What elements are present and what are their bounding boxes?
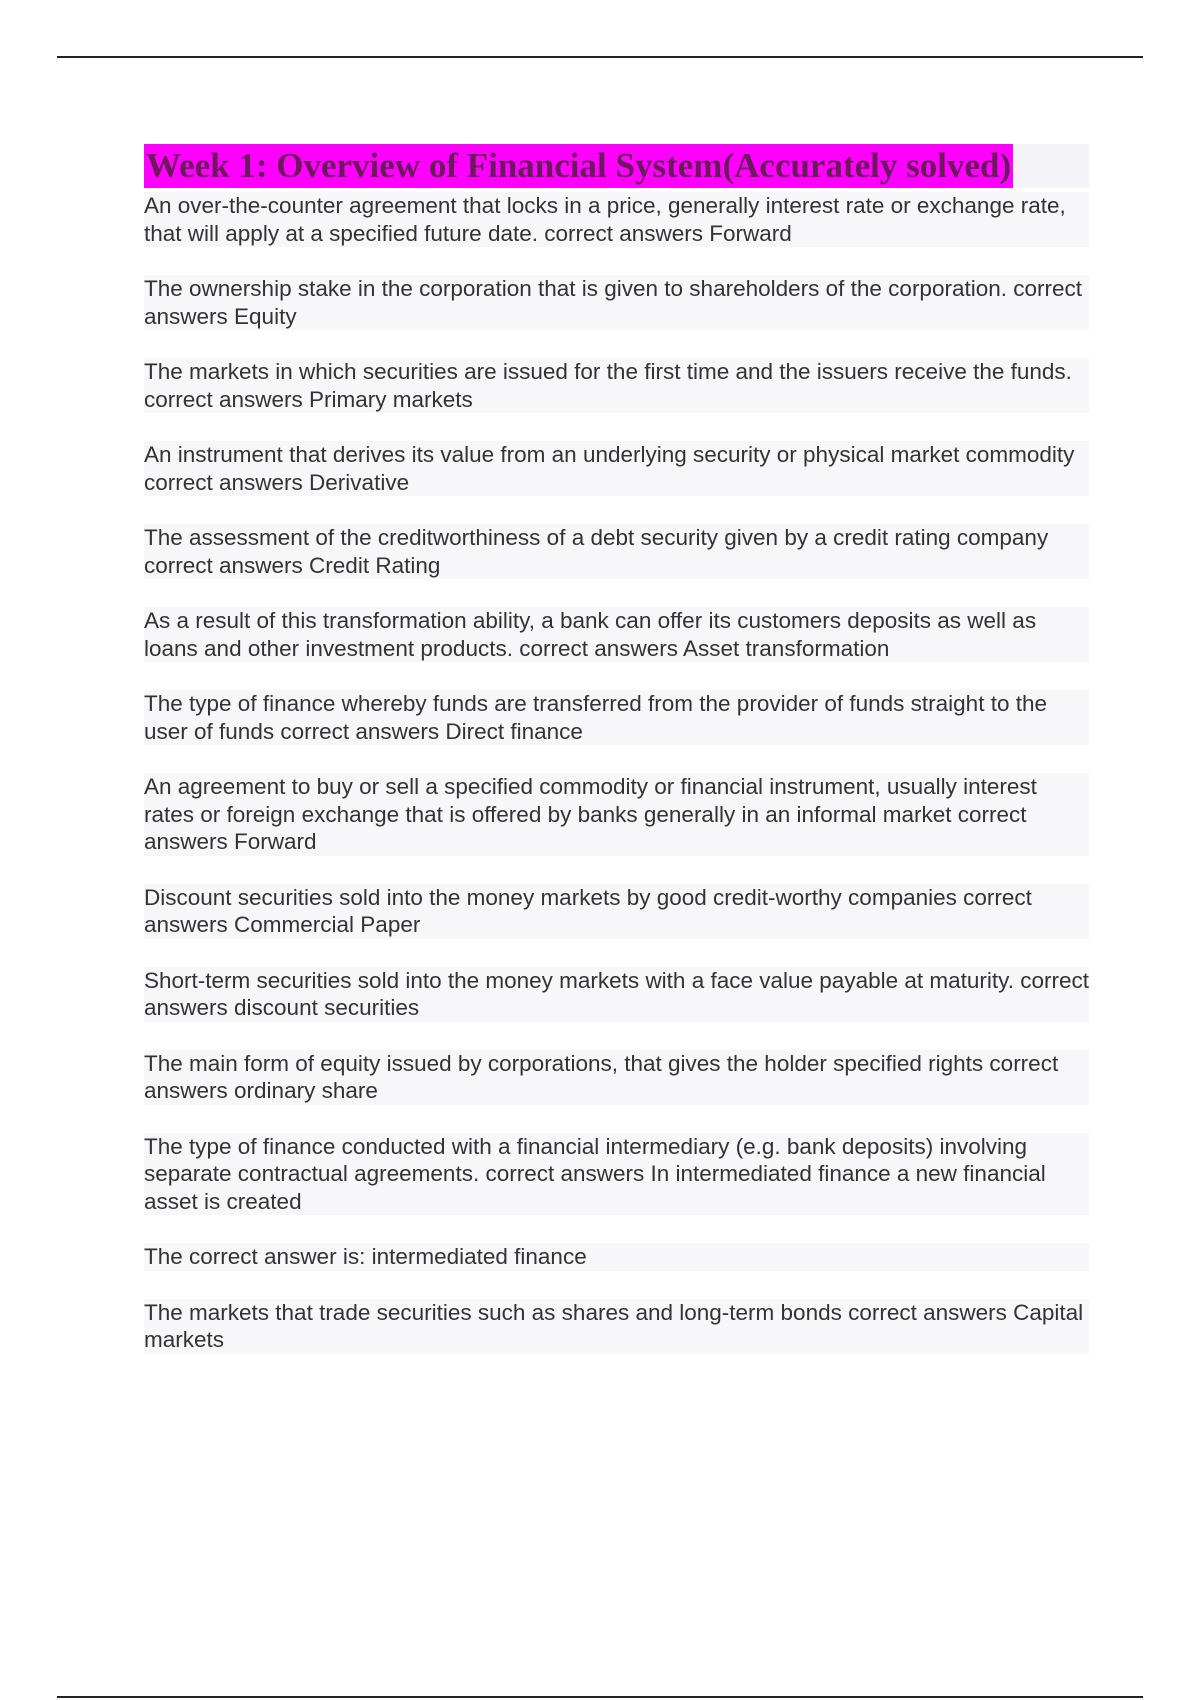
qa-entry: The correct answer is: intermediated finance bbox=[144, 1243, 1089, 1271]
qa-entry: The assessment of the creditworthiness of a debt security given by a credit rating company correct answers Credit Rating bbox=[144, 524, 1089, 579]
qa-entry: An instrument that derives its value from an underlying security or physical market commodity correct answers Derivative bbox=[144, 441, 1089, 496]
qa-entry: The markets in which securities are issued for the first time and the issuers receive the funds. correct answers Primary markets bbox=[144, 358, 1089, 413]
qa-entry: The type of finance conducted with a financial intermediary (e.g. bank deposits) involving separate contractual agreements. correct answers In intermediated finance a new financial asset is created bbox=[144, 1133, 1089, 1216]
qa-entry: An agreement to buy or sell a specified commodity or financial instrument, usually interest rates or foreign exchange that is offered by banks generally in an informal market correct answers Forward bbox=[144, 773, 1089, 856]
qa-entry: The markets that trade securities such as shares and long-term bonds correct answers Capital markets bbox=[144, 1299, 1089, 1354]
qa-list bbox=[144, 192, 1089, 1354]
qa-entry: An over-the-counter agreement that locks in a price, generally interest rate or exchange rate, that will apply at a specified future date. correct answers Forward bbox=[144, 192, 1089, 247]
footer-rule bbox=[57, 1696, 1143, 1698]
title-row bbox=[144, 144, 1089, 188]
qa-entry: Short-term securities sold into the money markets with a face value payable at maturity. correct answers discount securities bbox=[144, 967, 1089, 1020]
document-title: Week 1: Overview of Financial System(Accurately solved) bbox=[144, 144, 1013, 188]
qa-entry: The ownership stake in the corporation that is given to shareholders of the corporation. correct answers Equity bbox=[144, 275, 1089, 330]
qa-entry: The type of finance whereby funds are transferred from the provider of funds straight to the user of funds correct answers Direct finance bbox=[144, 690, 1089, 745]
header-rule bbox=[57, 56, 1143, 58]
document-body bbox=[144, 144, 1089, 1382]
qa-entry: As a result of this transformation ability, a bank can offer its customers deposits as well as loans and other investment products. correct answers Asset transformation bbox=[144, 607, 1089, 662]
qa-entry: The main form of equity issued by corporations, that gives the holder specified rights correct answers ordinary share bbox=[144, 1050, 1089, 1105]
qa-entry: Discount securities sold into the money markets by good credit-worthy companies correct answers Commercial Paper bbox=[144, 884, 1089, 939]
